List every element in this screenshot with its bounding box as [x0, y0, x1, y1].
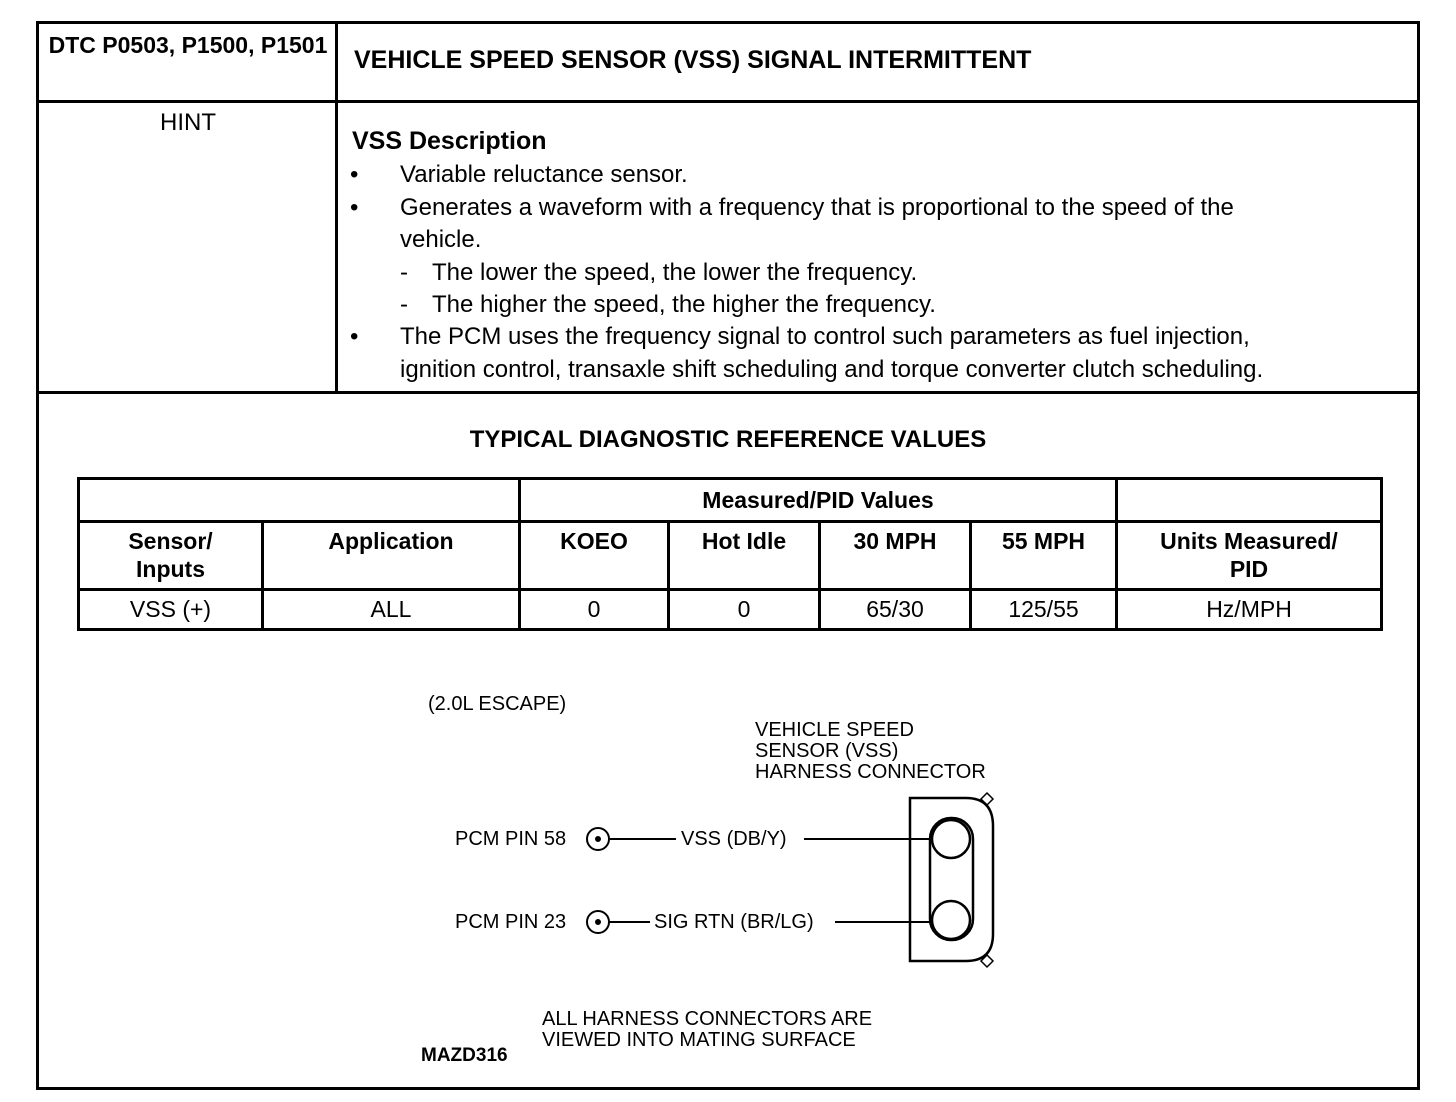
list-item-continuation: vehicle. [400, 226, 482, 253]
list-item: The PCM uses the frequency signal to control such parameters as fuel injection, [400, 323, 1250, 350]
list-item-continuation: ignition control, transaxle shift scheduling and torque converter clutch scheduling. [400, 356, 1264, 383]
sub-item: The lower the speed, the lower the frequency. [432, 259, 918, 286]
list-item: Generates a waveform with a frequency that is proportional to the speed of the [400, 194, 1234, 221]
note-text: ALL HARNESS CONNECTORS ARE [542, 1008, 873, 1030]
table-cell: 65/30 [820, 590, 971, 630]
dtc-codes: DTC P0503, P1500, P1501 [48, 32, 328, 58]
sub-item: The higher the speed, the higher the frequency. [432, 291, 936, 318]
column-header: 30 MPH [820, 522, 971, 590]
page-title: VEHICLE SPEED SENSOR (VSS) SIGNAL INTERMITTENT [354, 46, 1032, 74]
table-cell: Hz/MPH [1117, 590, 1382, 630]
table-group-header: Measured/PID Values [520, 479, 1117, 522]
column-header: Units Measured/ PID [1117, 522, 1382, 590]
figure-id: MAZD316 [421, 1045, 508, 1066]
connector-label: HARNESS CONNECTOR [755, 761, 986, 783]
dash-icon: - [400, 259, 408, 286]
list-item: Variable reluctance sensor. [400, 161, 688, 188]
connector-icon [910, 793, 993, 967]
pin-label: PCM PIN 58 [455, 828, 567, 850]
column-header: Hot Idle [669, 522, 820, 590]
table-cell: VSS (+) [79, 590, 263, 630]
reference-title: TYPICAL DIAGNOSTIC REFERENCE VALUES [469, 426, 987, 453]
table-cell: 125/55 [971, 590, 1117, 630]
bullet-icon: • [350, 161, 359, 188]
vehicle-label: (2.0L ESCAPE) [428, 693, 567, 715]
connector-label: SENSOR (VSS) [755, 740, 899, 762]
column-header: 55 MPH [971, 522, 1117, 590]
connector-label: VEHICLE SPEED [755, 719, 914, 741]
pin-label: PCM PIN 23 [455, 911, 567, 933]
wire-label: SIG RTN (BR/LG) [654, 911, 814, 933]
column-header: KOEO [520, 522, 669, 590]
wire-label: VSS (DB/Y) [681, 828, 787, 850]
table-cell: ALL [263, 590, 520, 630]
note-text: VIEWED INTO MATING SURFACE [542, 1029, 856, 1051]
bullet-icon: • [350, 194, 359, 221]
description-title: VSS Description [352, 127, 547, 155]
table-cell: 0 [669, 590, 820, 630]
hint-label: HINT [160, 109, 216, 136]
bullet-icon: • [350, 323, 359, 350]
column-header: Application [263, 522, 520, 590]
column-header: Sensor/ Inputs [79, 522, 263, 590]
table-cell: 0 [520, 590, 669, 630]
dash-icon: - [400, 291, 408, 318]
